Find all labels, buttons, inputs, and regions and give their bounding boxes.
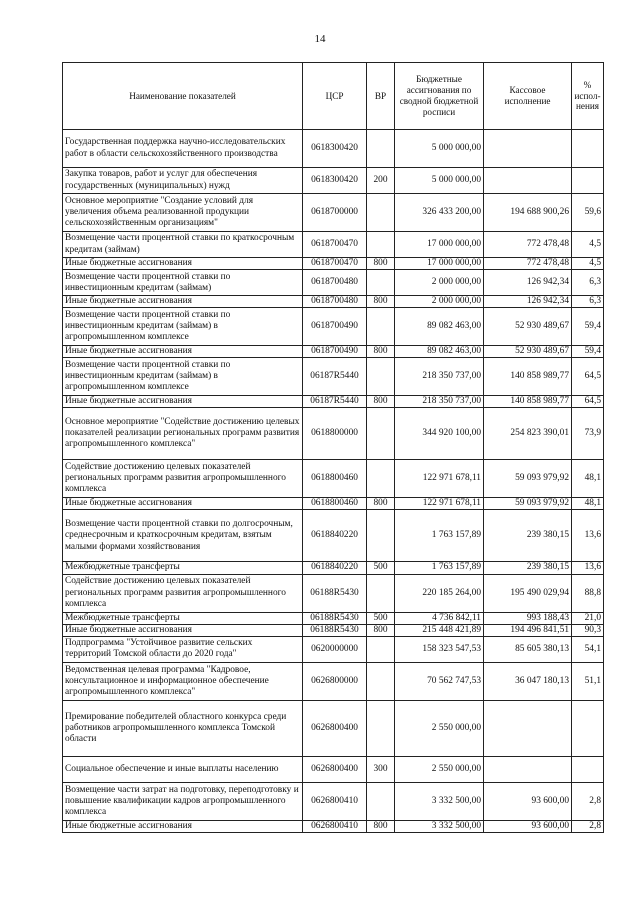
- cell-percent: 6,3: [572, 270, 604, 296]
- cell-allocations: 2 000 000,00: [395, 270, 484, 296]
- table-row: [63, 562, 604, 574]
- cell-vr: 500: [367, 612, 395, 624]
- cell-csr: 0626800400: [303, 700, 367, 756]
- cell-csr: 0618700490: [303, 308, 367, 346]
- cell-percent: 4,5: [572, 258, 604, 270]
- cell-cash-execution: 140 858 989,77: [484, 358, 572, 396]
- cell-name: Иные бюджетные ассигнования: [63, 258, 303, 270]
- cell-name: Ведомственная целевая программа "Кадровое, консультационное и информационное обеспечение агропромышленного комплекса": [63, 662, 303, 700]
- table-row: [63, 258, 604, 270]
- table-row: [63, 270, 604, 296]
- cell-cash-execution: [484, 130, 572, 168]
- cell-name: Иные бюджетные ассигнования: [63, 624, 303, 636]
- cell-vr: 200: [367, 168, 395, 194]
- cell-vr: [367, 574, 395, 612]
- cell-name: Содействие достижению целевых показателей региональных программ развития агропромышленного комплекса: [63, 460, 303, 498]
- cell-cash-execution: 772 478,48: [484, 258, 572, 270]
- cell-cash-execution: 52 930 489,67: [484, 308, 572, 346]
- table-row: [63, 756, 604, 782]
- table-row: [63, 232, 604, 258]
- cell-name: Государственная поддержка научно-исследовательских работ в области сельскохозяйственного производства: [63, 130, 303, 168]
- table-header-row: [63, 63, 604, 130]
- cell-percent: 51,1: [572, 662, 604, 700]
- header-vr: ВР: [367, 63, 395, 130]
- cell-cash-execution: 59 093 979,92: [484, 498, 572, 510]
- cell-percent: 13,6: [572, 562, 604, 574]
- cell-percent: [572, 130, 604, 168]
- cell-vr: [367, 782, 395, 820]
- cell-vr: 800: [367, 396, 395, 408]
- cell-allocations: 122 971 678,11: [395, 498, 484, 510]
- cell-vr: [367, 636, 395, 662]
- cell-name: Закупка товаров, работ и услуг для обеспечения государственных (муниципальных) нужд: [63, 168, 303, 194]
- cell-name: Возмещение части процентной ставки по краткосрочным кредитам (займам): [63, 232, 303, 258]
- cell-cash-execution: 126 942,34: [484, 270, 572, 296]
- cell-allocations: 5 000 000,00: [395, 130, 484, 168]
- cell-percent: 2,8: [572, 782, 604, 820]
- cell-allocations: 89 082 463,00: [395, 308, 484, 346]
- cell-allocations: 158 323 547,53: [395, 636, 484, 662]
- cell-csr: 0618800460: [303, 498, 367, 510]
- cell-csr: 06187R5440: [303, 358, 367, 396]
- cell-csr: 0618840220: [303, 562, 367, 574]
- cell-allocations: 89 082 463,00: [395, 346, 484, 358]
- table-row: [63, 460, 604, 498]
- cell-percent: 59,4: [572, 346, 604, 358]
- table-row: [63, 358, 604, 396]
- cell-allocations: 17 000 000,00: [395, 232, 484, 258]
- cell-cash-execution: [484, 700, 572, 756]
- table-row: [63, 308, 604, 346]
- cell-allocations: 122 971 678,11: [395, 460, 484, 498]
- table-row: [63, 346, 604, 358]
- cell-vr: 800: [367, 624, 395, 636]
- cell-percent: 64,5: [572, 358, 604, 396]
- cell-cash-execution: 85 605 380,13: [484, 636, 572, 662]
- cell-name: Возмещение части затрат на подготовку, переподготовку и повышение квалификации кадров агропромышленного комплекса: [63, 782, 303, 820]
- cell-vr: 800: [367, 820, 395, 832]
- cell-csr: 0626800410: [303, 782, 367, 820]
- cell-name: Подпрограмма "Устойчивое развитие сельских территорий Томской области до 2020 года": [63, 636, 303, 662]
- cell-allocations: 5 000 000,00: [395, 168, 484, 194]
- cell-name: Премирование победителей областного конкурса среди работников агропромышленного комплекса Томской области: [63, 700, 303, 756]
- cell-vr: [367, 510, 395, 562]
- cell-name: Основное мероприятие "Содействие достижению целевых показателей реализации региональных программ развития агропромышленного комплекса": [63, 408, 303, 460]
- cell-vr: 300: [367, 756, 395, 782]
- cell-cash-execution: 239 380,15: [484, 562, 572, 574]
- cell-vr: 500: [367, 562, 395, 574]
- cell-allocations: 2 550 000,00: [395, 700, 484, 756]
- cell-percent: 6,3: [572, 296, 604, 308]
- cell-percent: 2,8: [572, 820, 604, 832]
- cell-allocations: 220 185 264,00: [395, 574, 484, 612]
- cell-csr: 06188R5430: [303, 612, 367, 624]
- table-row: [63, 194, 604, 232]
- cell-allocations: 326 433 200,00: [395, 194, 484, 232]
- cell-allocations: 218 350 737,00: [395, 358, 484, 396]
- cell-allocations: 3 332 500,00: [395, 820, 484, 832]
- cell-csr: 0618700470: [303, 232, 367, 258]
- budget-execution-table: [62, 62, 604, 833]
- cell-csr: 0618700490: [303, 346, 367, 358]
- cell-percent: [572, 168, 604, 194]
- header-name: Наименование показателей: [63, 63, 303, 130]
- table-row: [63, 624, 604, 636]
- cell-cash-execution: 140 858 989,77: [484, 396, 572, 408]
- cell-name: Возмещение части процентной ставки по инвестиционным кредитам (займам) в агропромышленном комплексе: [63, 358, 303, 396]
- table-row: [63, 296, 604, 308]
- cell-percent: 54,1: [572, 636, 604, 662]
- cell-vr: [367, 194, 395, 232]
- cell-allocations: 344 920 100,00: [395, 408, 484, 460]
- cell-allocations: 2 000 000,00: [395, 296, 484, 308]
- cell-allocations: 17 000 000,00: [395, 258, 484, 270]
- table-row: [63, 612, 604, 624]
- cell-percent: 64,5: [572, 396, 604, 408]
- cell-percent: 59,6: [572, 194, 604, 232]
- table-row: [63, 700, 604, 756]
- table-row: [63, 782, 604, 820]
- cell-percent: 73,9: [572, 408, 604, 460]
- cell-csr: 0618840220: [303, 510, 367, 562]
- cell-percent: 90,3: [572, 624, 604, 636]
- cell-vr: 800: [367, 258, 395, 270]
- cell-csr: 0618700000: [303, 194, 367, 232]
- table-row: [63, 636, 604, 662]
- cell-cash-execution: 194 688 900,26: [484, 194, 572, 232]
- cell-percent: [572, 756, 604, 782]
- cell-name: Содействие достижению целевых показателей региональных программ развития агропромышленного комплекса: [63, 574, 303, 612]
- cell-cash-execution: 194 496 841,51: [484, 624, 572, 636]
- cell-name: Иные бюджетные ассигнования: [63, 396, 303, 408]
- cell-cash-execution: 772 478,48: [484, 232, 572, 258]
- cell-vr: [367, 662, 395, 700]
- table-row: [63, 498, 604, 510]
- cell-cash-execution: [484, 168, 572, 194]
- cell-cash-execution: 239 380,15: [484, 510, 572, 562]
- cell-name: Иные бюджетные ассигнования: [63, 498, 303, 510]
- cell-allocations: 1 763 157,89: [395, 510, 484, 562]
- table-row: [63, 168, 604, 194]
- cell-allocations: 218 350 737,00: [395, 396, 484, 408]
- cell-name: Возмещение части процентной ставки по инвестиционным кредитам (займам): [63, 270, 303, 296]
- cell-cash-execution: 59 093 979,92: [484, 460, 572, 498]
- cell-vr: [367, 308, 395, 346]
- cell-vr: [367, 232, 395, 258]
- cell-name: Иные бюджетные ассигнования: [63, 820, 303, 832]
- cell-percent: 88,8: [572, 574, 604, 612]
- cell-percent: 4,5: [572, 232, 604, 258]
- cell-vr: 800: [367, 296, 395, 308]
- cell-csr: 06188R5430: [303, 624, 367, 636]
- table-row: [63, 574, 604, 612]
- header-percent: % испол-нения: [572, 63, 604, 130]
- page-number: 14: [314, 33, 326, 45]
- cell-allocations: 1 763 157,89: [395, 562, 484, 574]
- cell-percent: 59,4: [572, 308, 604, 346]
- cell-vr: 800: [367, 498, 395, 510]
- cell-csr: 0618300420: [303, 130, 367, 168]
- cell-csr: 0618800460: [303, 460, 367, 498]
- cell-name: Основное мероприятие "Создание условий для увеличения объема реализованной продукции сельскохозяйственным организациям": [63, 194, 303, 232]
- cell-csr: 0618700480: [303, 270, 367, 296]
- cell-vr: [367, 270, 395, 296]
- header-cash-execution: Кассовое исполнение: [484, 63, 572, 130]
- table-row: [63, 662, 604, 700]
- cell-percent: 48,1: [572, 498, 604, 510]
- table-row: [63, 130, 604, 168]
- table-row: [63, 820, 604, 832]
- cell-name: Возмещение части процентной ставки по долгосрочным, среднесрочным и краткосрочным кредитам, взятым малыми формами хозяйствования: [63, 510, 303, 562]
- cell-allocations: 4 736 842,11: [395, 612, 484, 624]
- cell-csr: 0618800000: [303, 408, 367, 460]
- header-allocations: Бюджетные ассигнования по сводной бюджетной росписи: [395, 63, 484, 130]
- cell-allocations: 215 448 421,89: [395, 624, 484, 636]
- header-csr: ЦСР: [303, 63, 367, 130]
- cell-cash-execution: 254 823 390,01: [484, 408, 572, 460]
- table-row: [63, 408, 604, 460]
- cell-name: Возмещение части процентной ставки по инвестиционным кредитам (займам) в агропромышленном комплексе: [63, 308, 303, 346]
- cell-csr: 0626800400: [303, 756, 367, 782]
- cell-name: Межбюджетные трансферты: [63, 612, 303, 624]
- cell-percent: 21,0: [572, 612, 604, 624]
- cell-name: Иные бюджетные ассигнования: [63, 346, 303, 358]
- cell-vr: [367, 460, 395, 498]
- table-row: [63, 396, 604, 408]
- cell-csr: 06188R5430: [303, 574, 367, 612]
- cell-vr: 800: [367, 346, 395, 358]
- cell-vr: [367, 408, 395, 460]
- cell-cash-execution: 126 942,34: [484, 296, 572, 308]
- table-row: [63, 510, 604, 562]
- cell-vr: [367, 358, 395, 396]
- cell-name: Иные бюджетные ассигнования: [63, 296, 303, 308]
- cell-name: Межбюджетные трансферты: [63, 562, 303, 574]
- cell-csr: 0618300420: [303, 168, 367, 194]
- cell-cash-execution: 52 930 489,67: [484, 346, 572, 358]
- cell-csr: 0618700470: [303, 258, 367, 270]
- cell-csr: 0620000000: [303, 636, 367, 662]
- cell-csr: 0618700480: [303, 296, 367, 308]
- cell-allocations: 2 550 000,00: [395, 756, 484, 782]
- cell-cash-execution: 36 047 180,13: [484, 662, 572, 700]
- cell-csr: 0626800410: [303, 820, 367, 832]
- cell-name: Социальное обеспечение и иные выплаты населению: [63, 756, 303, 782]
- cell-percent: 13,6: [572, 510, 604, 562]
- cell-csr: 0626800000: [303, 662, 367, 700]
- cell-cash-execution: 93 600,00: [484, 820, 572, 832]
- cell-vr: [367, 130, 395, 168]
- cell-percent: 48,1: [572, 460, 604, 498]
- cell-allocations: 3 332 500,00: [395, 782, 484, 820]
- cell-percent: [572, 700, 604, 756]
- cell-cash-execution: 195 490 029,94: [484, 574, 572, 612]
- cell-vr: [367, 700, 395, 756]
- cell-csr: 06187R5440: [303, 396, 367, 408]
- cell-cash-execution: [484, 756, 572, 782]
- cell-cash-execution: 93 600,00: [484, 782, 572, 820]
- cell-allocations: 70 562 747,53: [395, 662, 484, 700]
- cell-cash-execution: 993 188,43: [484, 612, 572, 624]
